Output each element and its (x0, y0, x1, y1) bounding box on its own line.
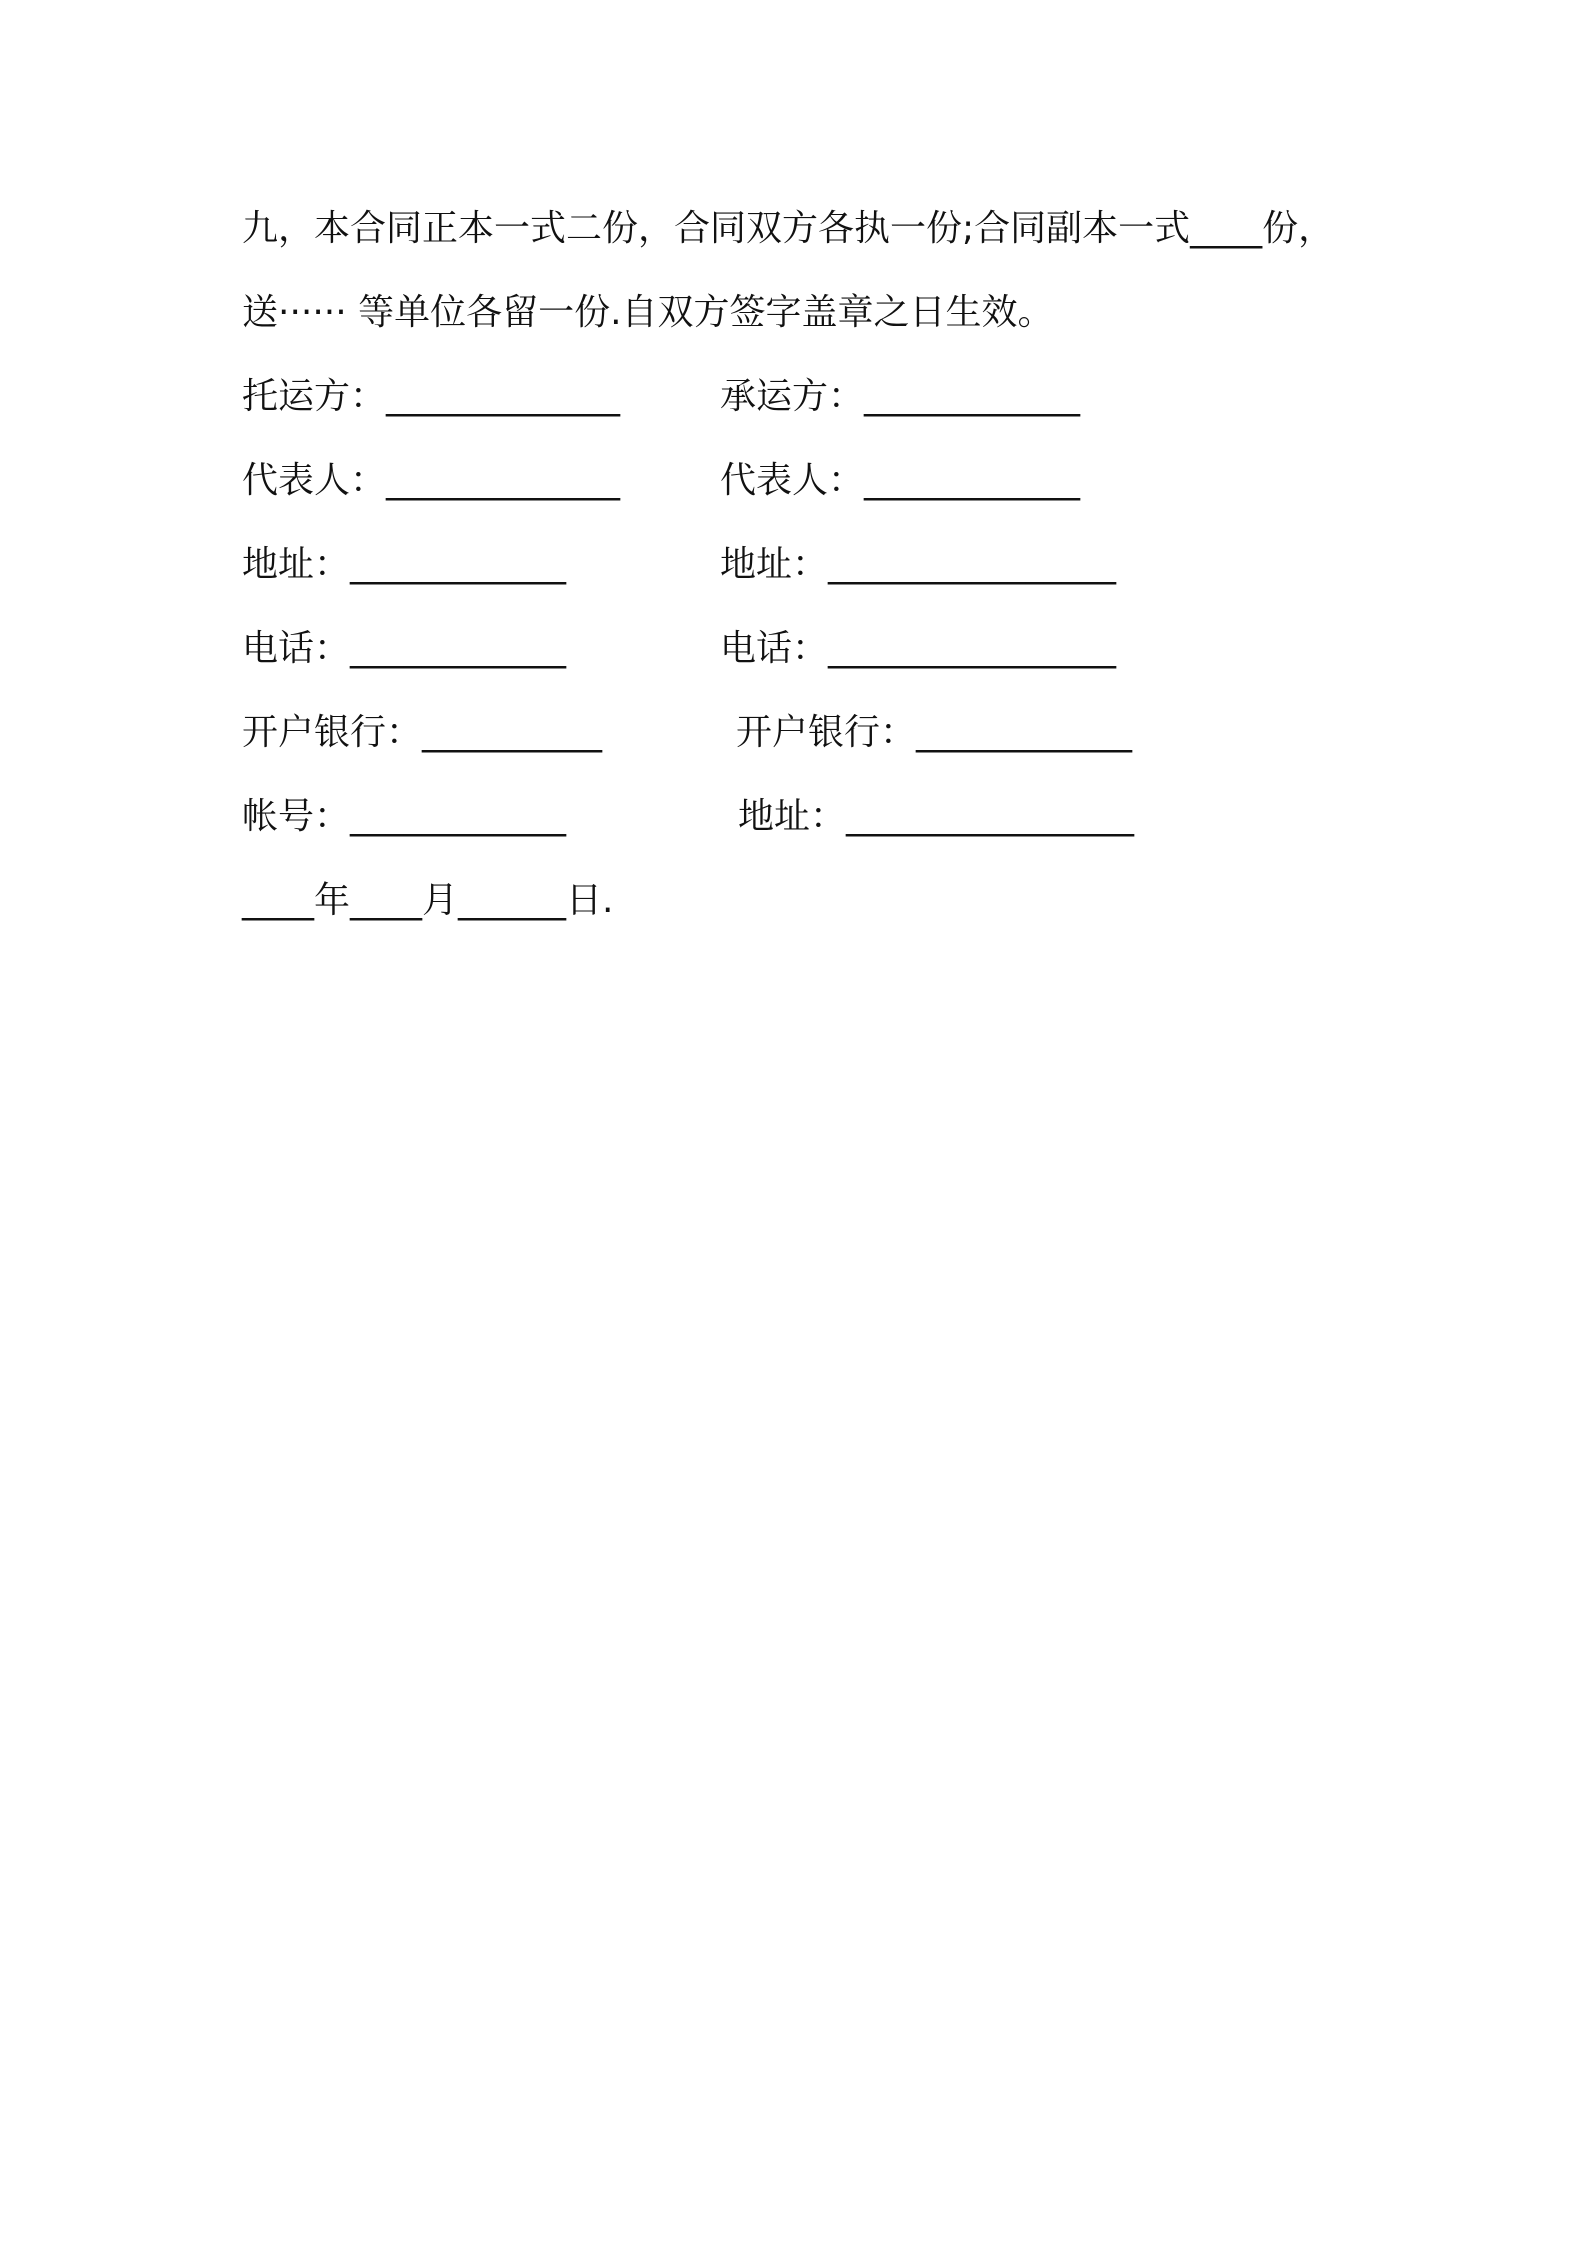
signature-row-phone (0, 625, 1586, 673)
shipper-representative-field: 代表人：_____________ (242, 460, 621, 501)
carrier-address-field-2: 地址：________________ (738, 796, 1135, 837)
signature-row-representative (0, 457, 1586, 505)
carrier-representative-field: 代表人：____________ (720, 460, 1081, 501)
carrier-field: 承运方：____________ (720, 376, 1081, 417)
carrier-phone-field: 电话：________________ (720, 628, 1117, 669)
carrier-address-field: 地址：________________ (720, 544, 1117, 585)
shipper-account-field: 帐号：____________ (242, 796, 567, 837)
signature-row-address (0, 541, 1586, 589)
shipper-address-field: 地址：____________ (242, 544, 567, 585)
clause-nine-line-1: 九，本合同正本一式二份，合同双方各执一份;合同副本一式____份， (242, 208, 1335, 249)
signature-row-account (0, 793, 1586, 841)
carrier-bank-field: 开户银行：____________ (736, 712, 1133, 753)
shipper-bank-field: 开户银行：__________ (242, 712, 603, 753)
signature-row-shipper (0, 373, 1586, 421)
shipper-phone-field: 电话：____________ (242, 628, 567, 669)
date-line: ____年____月______日. (242, 880, 614, 921)
date-row (0, 877, 1586, 925)
shipper-field: 托运方：_____________ (242, 376, 621, 417)
clause-nine-line-2: 送······ 等单位各留一份.自双方签字盖章之日生效。 (242, 292, 1054, 333)
signature-row-bank (0, 709, 1586, 757)
